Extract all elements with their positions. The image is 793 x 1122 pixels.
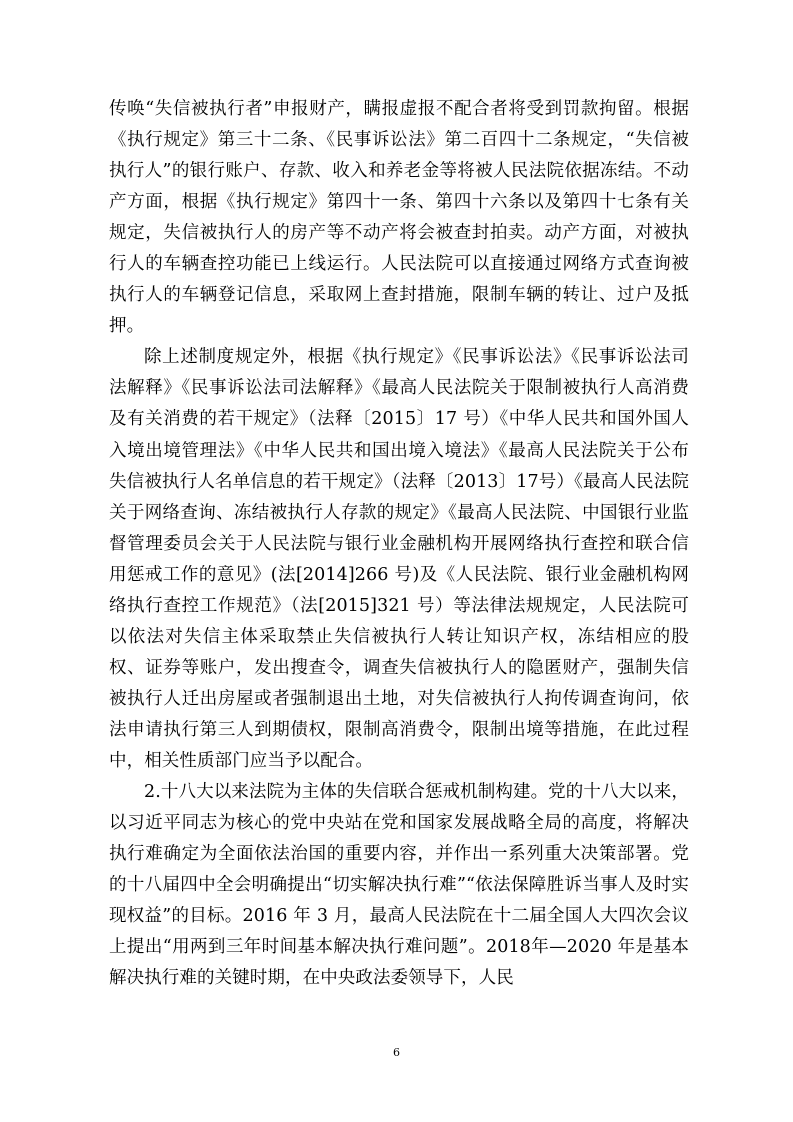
- paragraph-joint-punishment-mechanism: 2.十八大以来法院为主体的失信联合惩戒机制构建。党的十八大以来，以习近平同志为核心的党中央站在党和国家发展战略全局的高度，将解决执行难确定为全面依法治国的重要内容，并作出一系列重大决策部署。党的十八届四中全会明确提出“切实解决执行难”“依法保障胜诉当事人及时实现权益”的目标。2016 年 3 月，最高人民法院在十二届全国人大四次会议上提出“用两到三年时间基本解决执行难问题”。2018年—2020 年是基本解决执行难的关键时期，在中央政法委领导下，人民: [109, 782, 689, 989]
- page-number: 6: [393, 1046, 400, 1059]
- paragraph-legal-basis: 除上述制度规定外，根据《执行规定》《民事诉讼法》《民事诉讼法司法解释》《民事诉讼法司法解释》《最高人民法院关于限制被执行人高消费及有关消费的若干规定》（法释〔2015〕17 号）《中华人民共和国外国人入境出境管理法》《中华人民共和国出境入境法》《最高人民法院关于公布失信被执行人名单信息的若干规定》（法释〔2013〕17号）《最高人民法院关于网络查询、冻结被执行人存款的规定》《最高人民法院、中国银行业监督管理委员会关于人民法院与银行业金融机构开展网络执行查控和联合信用惩戒工作的意见》(法[2014]266 号)及《人民法院、银行业金融机构网络执行查控工作规范》（法[2015]321 号）等法律法规规定，人民法院可以依法对失信主体采取禁止失信被执行人转让知识产权，冻结相应的股权、证券等账户，发出搜查令，调查失信被执行人的隐匿财产，强制失信被执行人迁出房屋或者强制退出土地，对失信被执行人拘传调查询问，依法申请执行第三人到期债权，限制高消费令，限制出境等措施，在此过程中，相关性质部门应当予以配合。: [109, 347, 689, 771]
- document-body: [109, 94, 689, 994]
- paragraph-continuation: 传唤“失信被执行者”申报财产，瞒报虚报不配合者将受到罚款拘留。根据《执行规定》第三十二条、《民事诉讼法》第二百四十二条规定，“失信被执行人”的银行账户、存款、收入和养老金等将被人民法院依据冻结。不动产方面，根据《执行规定》第四十一条、第四十六条以及第四十七条有关规定，失信被执行人的房产等不动产将会被查封拍卖。动产方面，对被执行人的车辆查控功能已上线运行。人民法院可以直接通过网络方式查询被执行人的车辆登记信息，采取网上查封措施，限制车辆的转让、过户及抵押。: [109, 99, 689, 337]
